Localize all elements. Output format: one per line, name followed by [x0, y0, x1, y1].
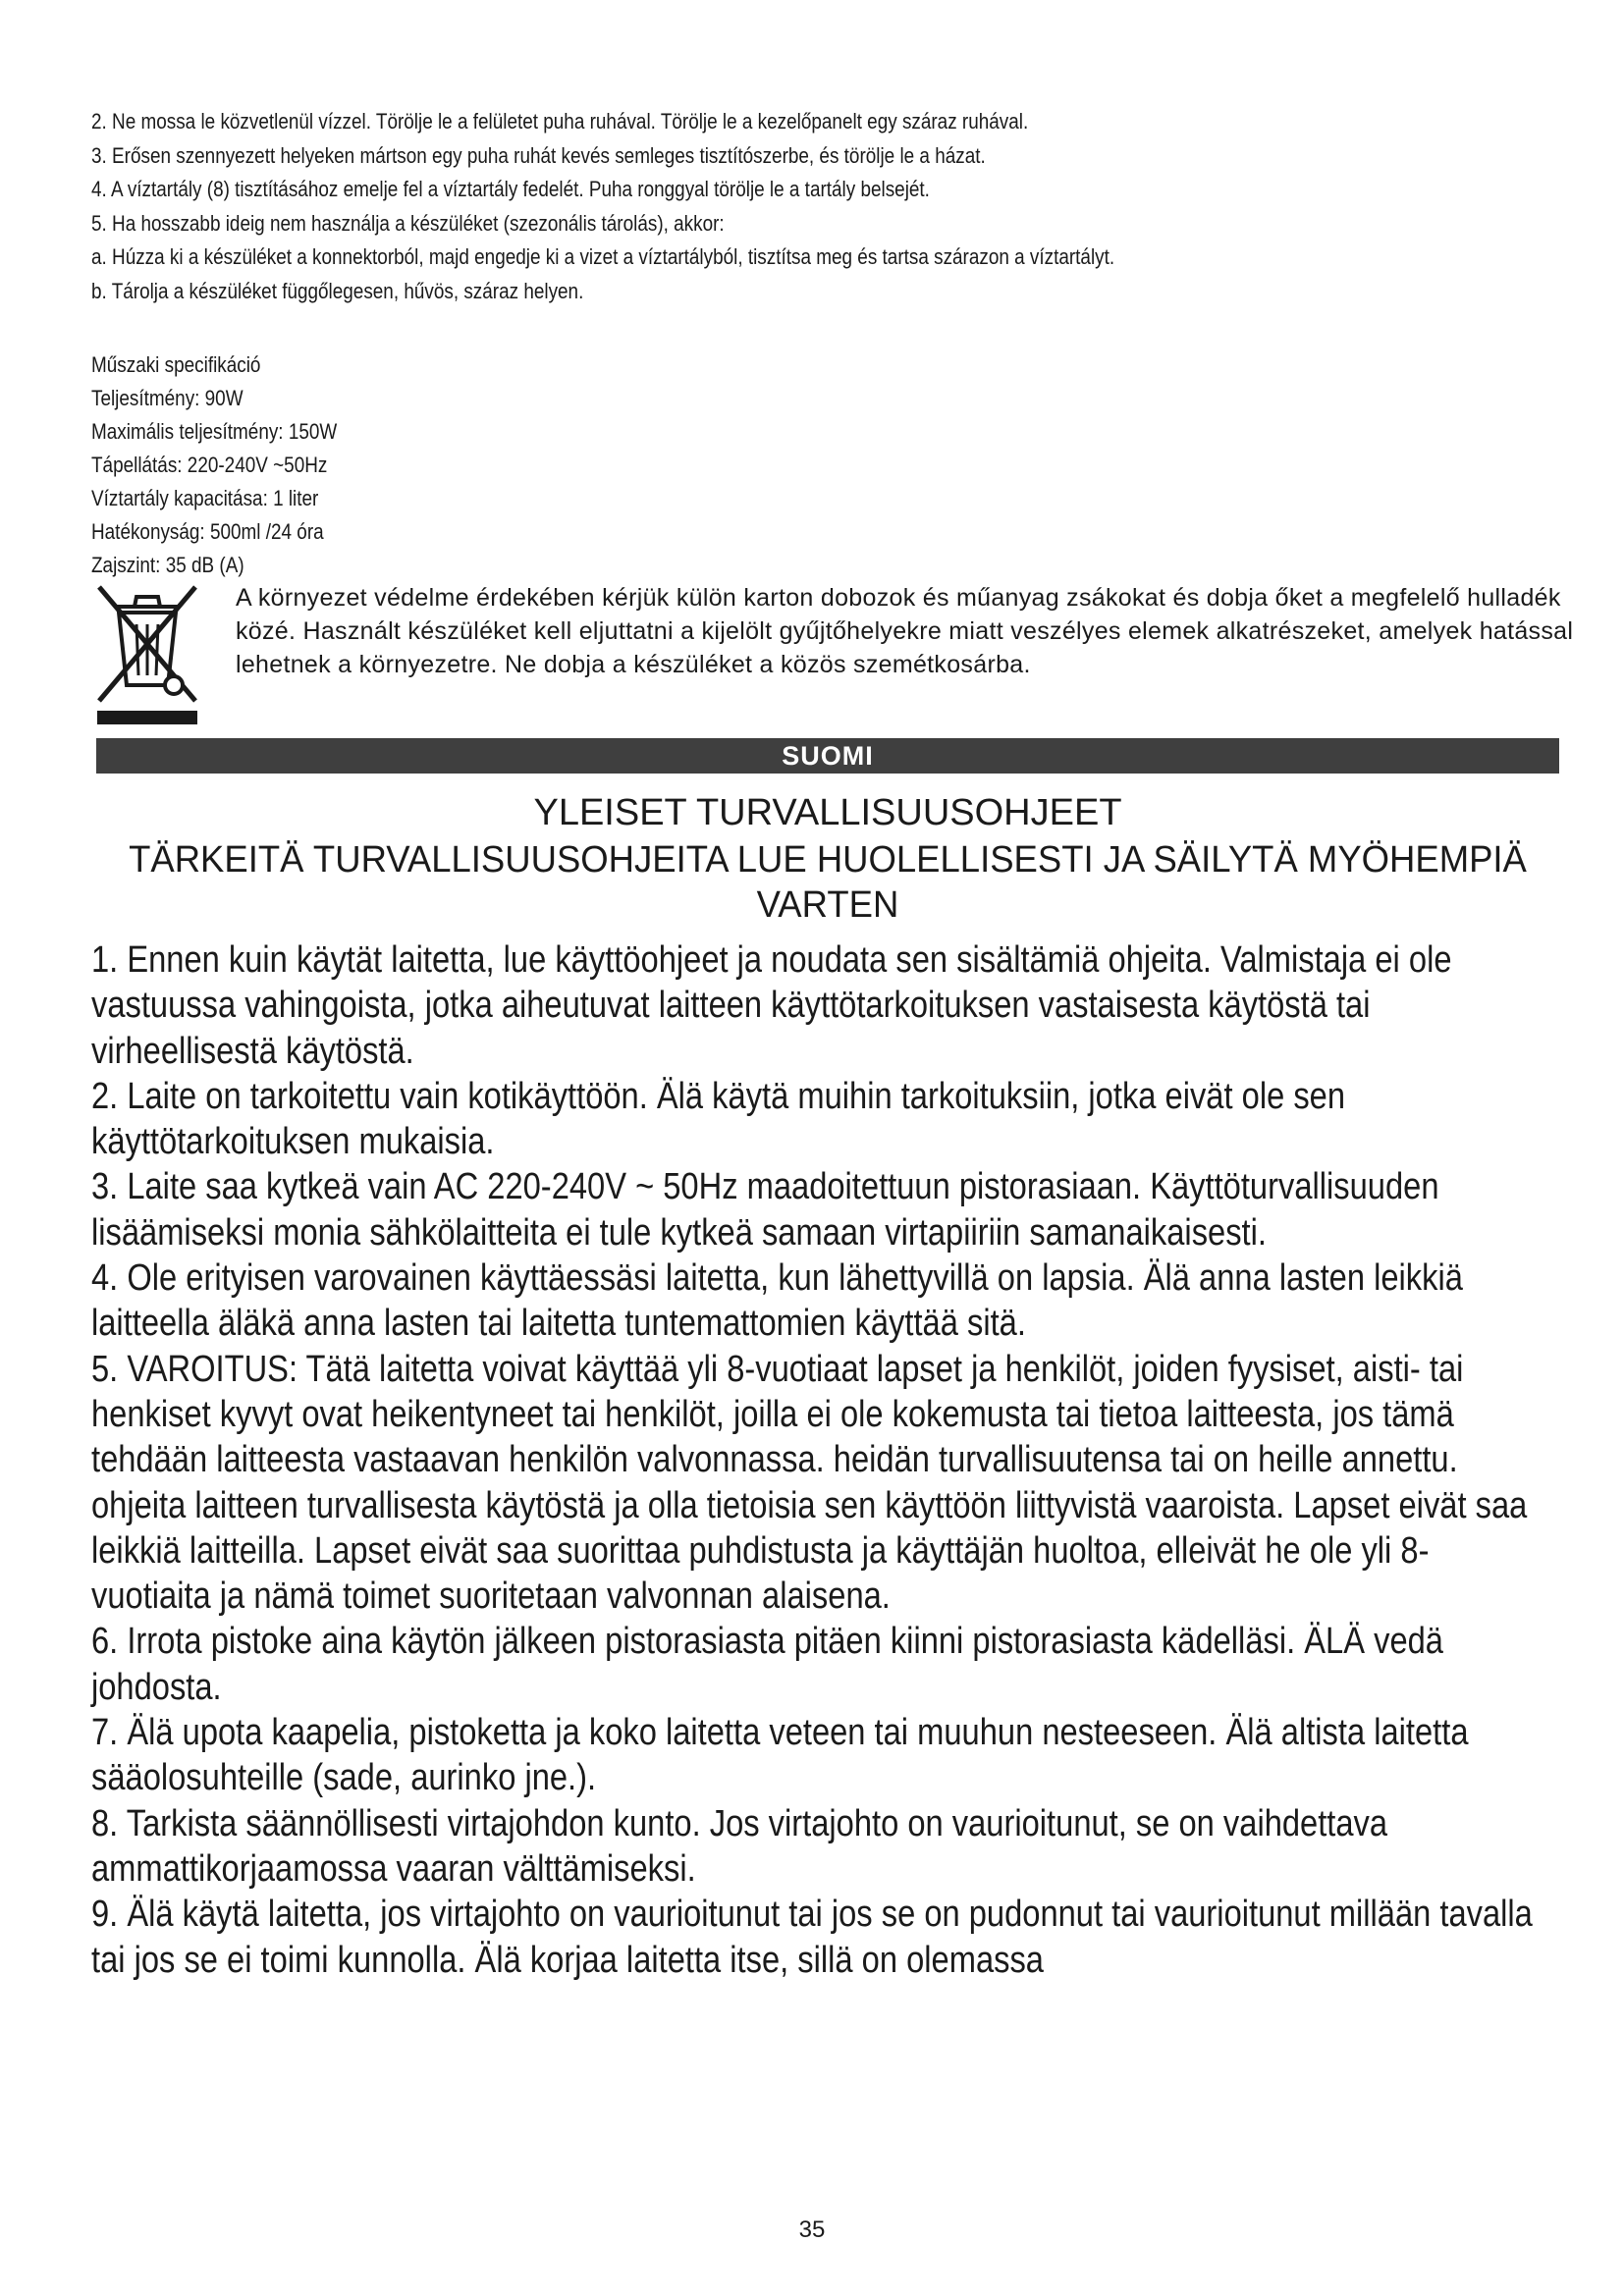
- page-title: YLEISET TURVALLISUUSOHJEET: [533, 792, 1122, 833]
- safety-instructions-list: [91, 937, 1543, 1983]
- technical-specs: [91, 348, 337, 582]
- spec-line: Teljesítmény: 90W: [91, 386, 244, 410]
- page-subtitle-text: TÄRKEITÄ TURVALLISUUSOHJEITA LUE HUOLELLISESTI JA SÄILYTÄ MYÖHEMPIÄ VARTEN: [129, 839, 1527, 926]
- language-section-bar: SUOMI: [96, 738, 1559, 774]
- spec-line: Víztartály kapacitása: 1 liter: [91, 486, 319, 510]
- safety-item: 7. Älä upota kaapelia, pistoketta ja koko laitetta veteen tai muuhun nesteeseen. Älä altista laitetta sääolosuhteille (sade, aurinko jne.).: [91, 1712, 1469, 1799]
- safety-item: 3. Laite saa kytkeä vain AC 220-240V ~ 50Hz maadoitettuun pistorasiaan. Käyttöturvallisuuden lisäämiseksi monia sähkölaitteita ei tule kytkeä samaan virtapiiriin samanaikaisesti.: [91, 1166, 1439, 1254]
- safety-item: 1. Ennen kuin käytät laitetta, lue käyttöohjeet ja noudata sen sisältämiä ohjeita. Valmistaja ei ole vastuussa vahingoista, jotka aiheutuvat laitteen käyttötarkoituksen vastaisesta käytöstä tai virheellisestä käytöstä.: [91, 939, 1452, 1072]
- page-subtitle: [96, 837, 1559, 928]
- safety-item: 4. Ole erityisen varovainen käyttäessäsi laitetta, kun lähettyvillä on lapsia. Älä anna lasten leikkiä laitteella äläkä anna lasten tai laitetta tuntemattomien käyttää sitä.: [91, 1257, 1463, 1345]
- safety-item: 2. Laite on tarkoitettu vain kotikäyttöön. Älä käytä muihin tarkoituksiin, jotka eivät ole sen käyttötarkoituksen mukaisia.: [91, 1075, 1346, 1163]
- page-number: 35: [798, 2216, 826, 2243]
- care-item: a. Húzza ki a készüléket a konnektorból, majd engedje ki a vizet a víztartályból, tisztítsa meg és tartsa szárazon a víztartályt.: [91, 244, 1115, 269]
- spec-line: Zajszint: 35 dB (A): [91, 553, 244, 577]
- crossed-out-bin-icon: [93, 579, 201, 726]
- safety-item: 8. Tarkista säännöllisesti virtajohdon kunto. Jos virtajohto on vaurioitunut, se on vaihdettava ammattikorjaamossa vaaran välttämiseksi.: [91, 1802, 1388, 1890]
- care-item: 4. A víztartály (8) tisztításához emelje fel a víztartály fedelét. Puha ronggyal törölje le a tartály belsejét.: [91, 177, 930, 201]
- hungarian-care-list: [91, 105, 1358, 308]
- care-item: b. Tárolja a készüléket függőlegesen, hűvös, száraz helyen.: [91, 278, 584, 303]
- weee-disposal-text: A környezet védelme érdekében kérjük külön karton dobozok és műanyag zsákokat és dobja őket a megfelelő hulladék közé. Használt készüléket kell eljuttatni a kijelölt gyűjtőhelyekre miatt veszélyes elemek alkatrészeket, amelyek hatással lehetnek a környezetre. Ne dobja a készüléket a közös szemétkosárba.: [236, 584, 1574, 678]
- spec-line: Maximális teljesítmény: 150W: [91, 419, 338, 444]
- specs-title: Műszaki specifikáció: [91, 352, 261, 377]
- care-item: 3. Erősen szennyezett helyeken mártson egy puha ruhát kevés semleges tisztítószerbe, és törölje le a házat.: [91, 142, 986, 168]
- safety-item: 6. Irrota pistoke aina käytön jälkeen pistorasiasta pitäen kiinni pistorasiasta kädelläsi. ÄLÄ vedä johdosta.: [91, 1621, 1443, 1708]
- care-item: 5. Ha hosszabb ideig nem használja a készüléket (szezonális tárolás), akkor:: [91, 210, 725, 236]
- spec-line: Tápellátás: 220-240V ~50Hz: [91, 453, 328, 477]
- safety-item: 9. Älä käytä laitetta, jos virtajohto on vaurioitunut tai jos se on pudonnut tai vaurioitunut millään tavalla tai jos se ei toimi kunnolla. Älä korjaa laitetta itse, sillä on olemassa: [91, 1894, 1533, 1981]
- safety-item: 5. VAROITUS: Tätä laitetta voivat käyttää yli 8-vuotiaat lapset ja henkilöt, joiden fyysiset, aisti- tai henkiset kyvyt ovat heikentyneet tai henkilöt, joilla ei ole kokemusta tai tietoa laitteesta, jos tämä tehdään laitteesta vastaavan henkilön valvonnassa. heidän turvallisuutensa tai on heille annettu. ohjeita laitteen turvallisesta käytöstä ja olla tietoisia sen käyttöön liittyvistä vaaroista. Lapset eivät saa leikkiä laitteilla. Lapset eivät saa suorittaa puhdistusta ja käyttäjän huoltoa, elleivät he ole yli 8-vuotiaita ja nämä toimet suoritetaan valvonnan alaisena.: [91, 1348, 1528, 1618]
- care-item: 2. Ne mossa le közvetlenül vízzel. Törölje le a felületet puha ruhával. Törölje le a kezelőpanelt egy száraz ruhával.: [91, 109, 1029, 133]
- spec-line: Hatékonyság: 500ml /24 óra: [91, 519, 324, 544]
